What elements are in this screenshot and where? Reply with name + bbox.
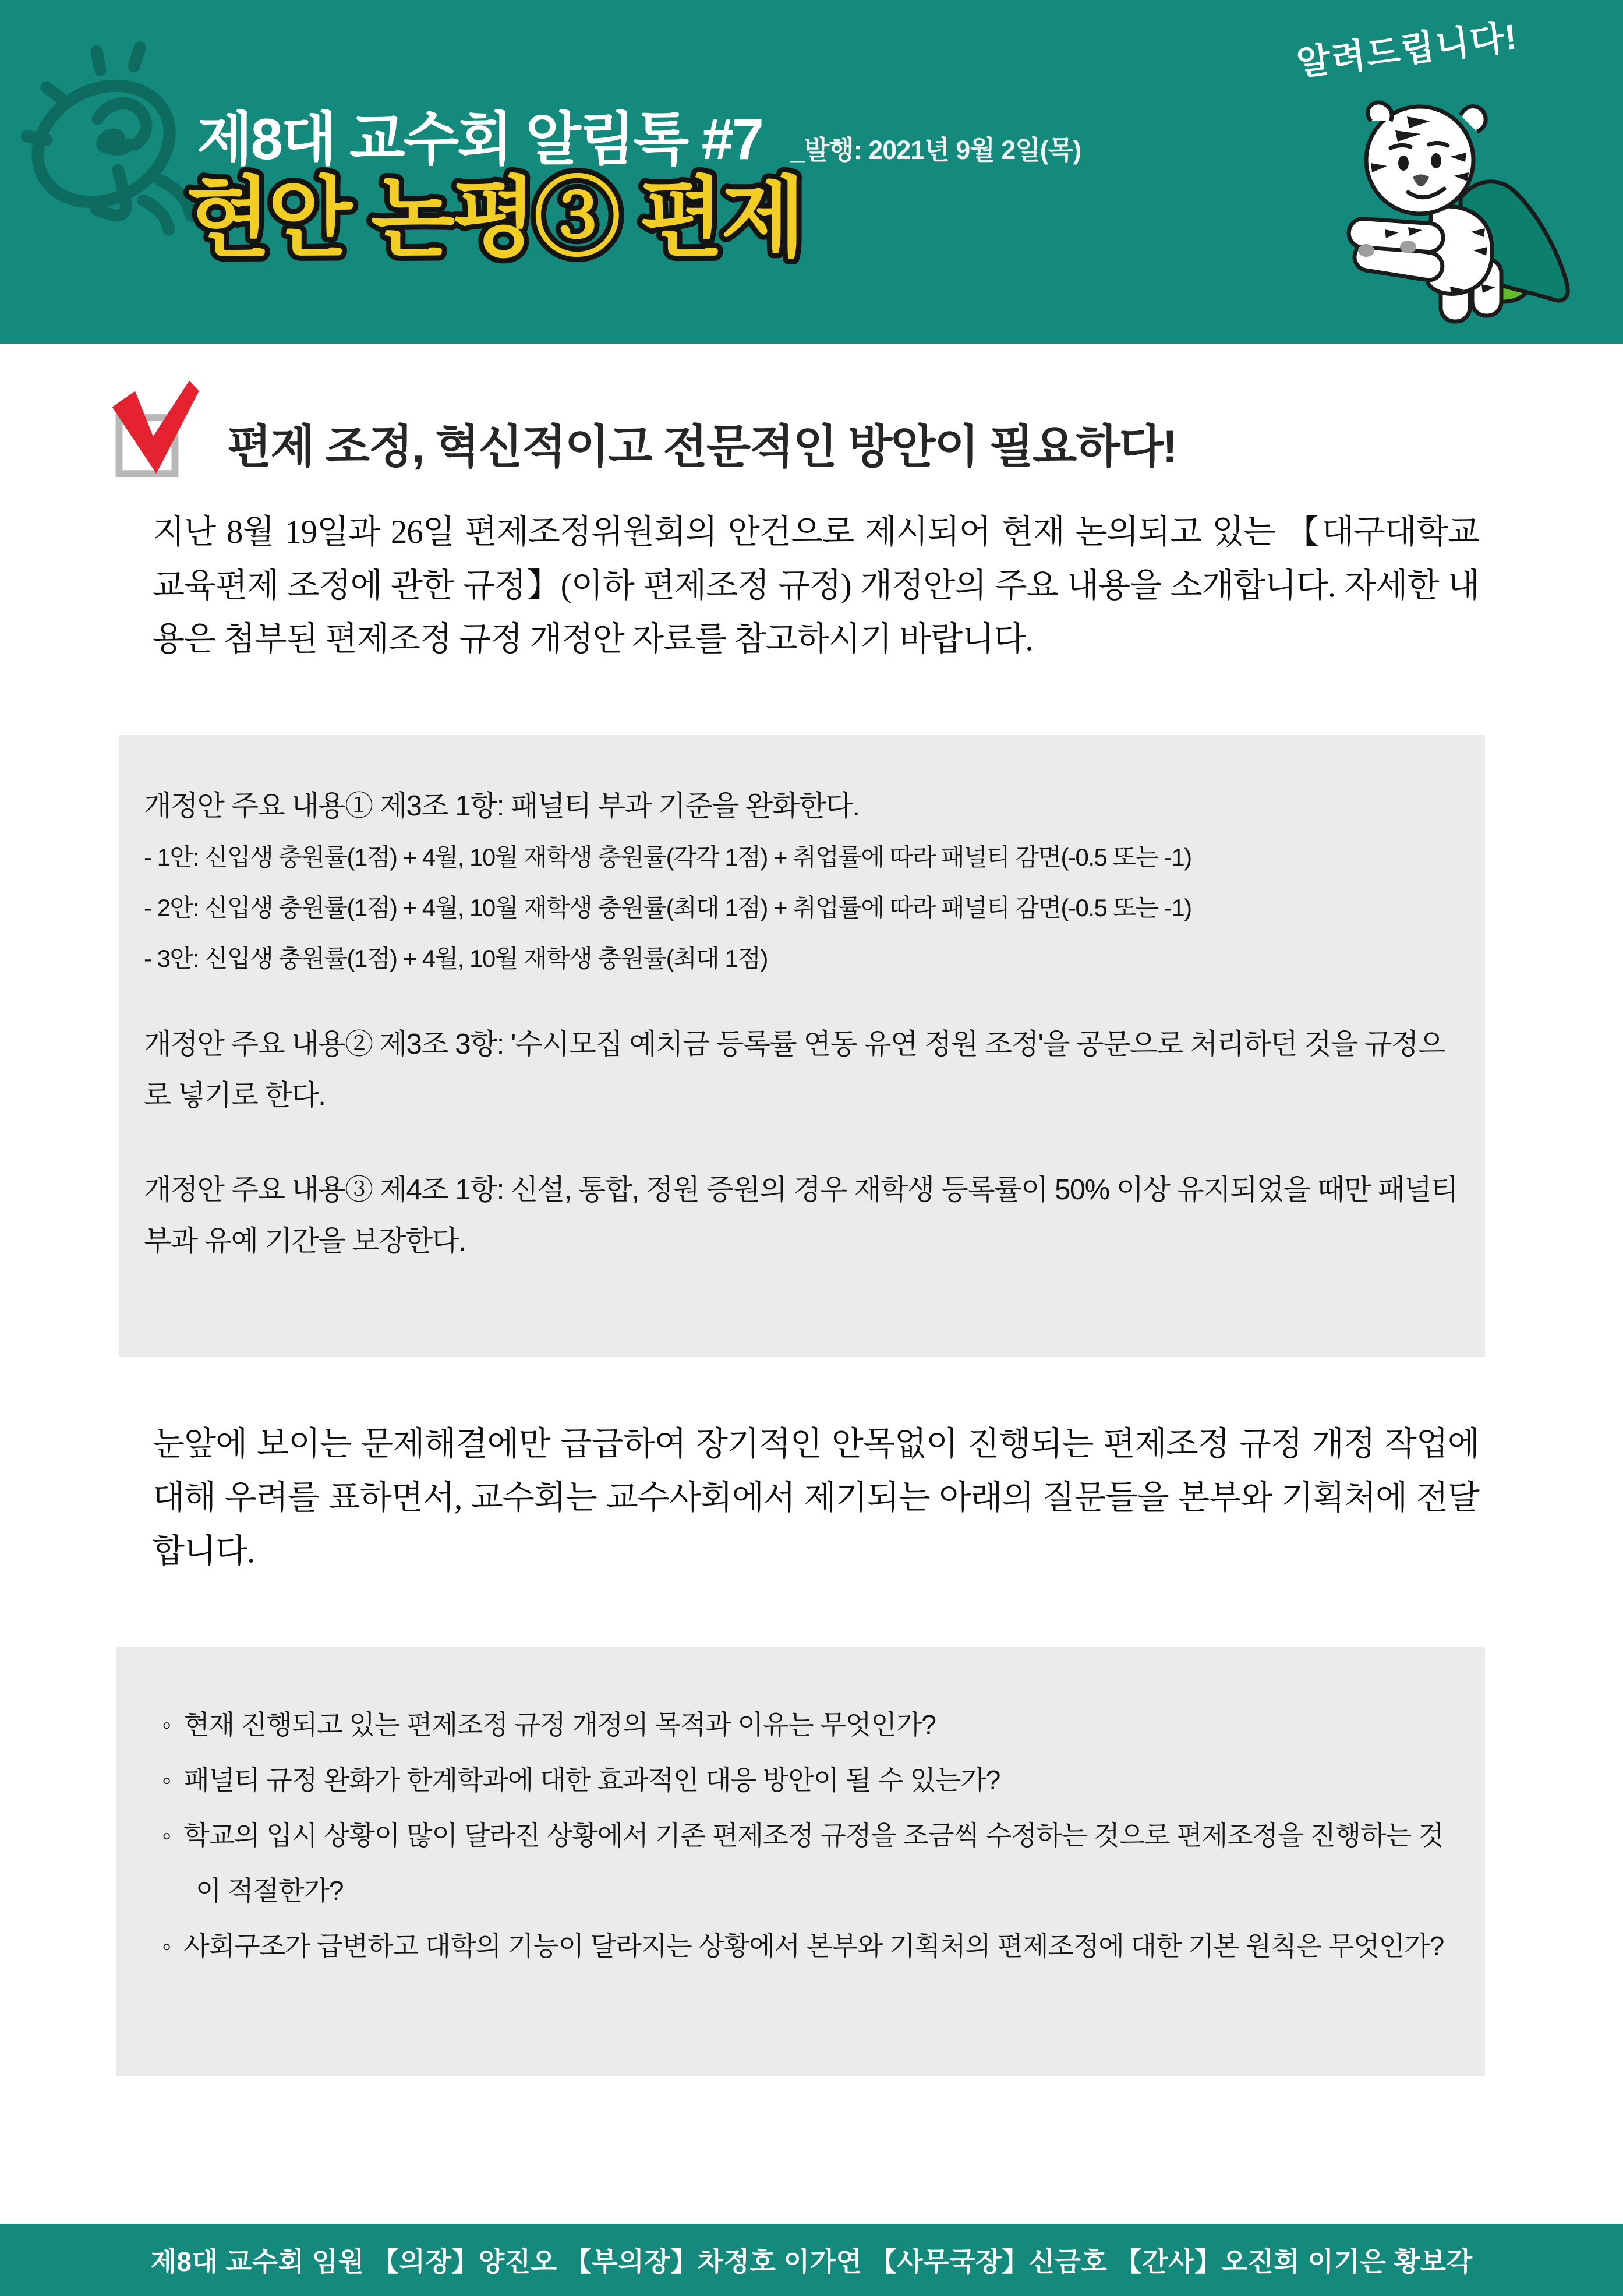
bullet-icon: ◦ <box>162 1820 171 1850</box>
header-banner <box>0 0 1623 344</box>
summary-item1-heading: 개정안 주요 내용① 제3조 1항: 패널티 부과 기준을 완화한다. <box>144 790 860 822</box>
summary-item1-option: - 3안: 신입생 충원률(1점) + 4월, 10월 재학생 충원률(최대 1점) <box>144 945 768 972</box>
mascot-speech-text: 알려드립니다! <box>1294 16 1520 83</box>
question-text: 학교의 입시 상황이 많이 달라진 상황에서 기존 편제조정 규정을 조금씩 수정하는 것으로 편제조정을 진행하는 것이 적절한가? <box>183 1820 1444 1906</box>
question-text: 패널티 규정 완화가 한계학과에 대한 효과적인 대응 방안이 될 수 있는가? <box>183 1765 1000 1795</box>
checkbox-check-icon <box>109 376 203 486</box>
summary-item2: 개정안 주요 내용② 제3조 3항: '수시모집 예치금 등록률 연동 유연 정원 조정'을 공문으로 처리하던 것을 규정으로 넣기로 한다. <box>144 1029 1445 1111</box>
question-item <box>162 1808 1444 1919</box>
questions-list <box>162 1697 1444 1974</box>
summary-item1-option: - 2안: 신입생 충원률(1점) + 4월, 10월 재학생 충원률(최대 1점) + 취업률에 따라 패널티 감면(-0.5 또는 -1) <box>144 894 1191 921</box>
bullet-icon: ◦ <box>162 1765 171 1795</box>
summary-item3: 개정안 주요 내용③ 제4조 1항: 신설, 통합, 정원 증원의 경우 재학생 등록률이 50% 이상 유지되었을 때만 패널티 부과 유예 기간을 보장한다. <box>144 1174 1458 1257</box>
page-title: 제8대 교수회 알림톡 #7 <box>197 107 762 171</box>
questions-box <box>116 1647 1485 2076</box>
footer-bar <box>0 2224 1623 2296</box>
tiger-mascot-illustration <box>1321 94 1594 345</box>
closing-paragraph: 눈앞에 보이는 문제해결에만 급급하여 장기적인 안목없이 진행되는 편제조정 규정 개정 작업에 대해 우려를 표하면서, 교수회는 교수사회에서 제기되는 아래의 질문들을 본부와 기획처에 전달합니다. <box>153 1426 1479 1570</box>
question-item <box>162 1919 1444 1974</box>
subtitle-text: 현안 논평③ 편제 <box>186 169 802 267</box>
footer-members: 제8대 교수회 임원 【의장】양진오 【부의장】차정호 이가연 【사무국장】신금호 【간사】오진희 이기은 황보각 <box>150 2246 1473 2277</box>
bullet-icon: ◦ <box>162 1709 171 1740</box>
headline-text: 편제 조정, 혁신적이고 전문적인 방안이 필요하다! <box>227 421 1177 472</box>
question-text: 사회구조가 급변하고 대학의 기능이 달라지는 상황에서 본부와 기획처의 편제조정에 대한 기본 원칙은 무엇인가? <box>183 1931 1444 1961</box>
question-item <box>162 1753 1444 1808</box>
intro-paragraph: 지난 8월 19일과 26일 편제조정위원회의 안건으로 제시되어 현재 논의되고 있는 【대구대학교 교육편제 조정에 관한 규정】(이하 편제조정 규정) 개정안의 주요 내용을 소개합니다. 자세한 내용은 첨부된 편제조정 규정 개정안 자료를 참고하시기 바랍니다. <box>153 514 1479 658</box>
bullet-icon: ◦ <box>162 1931 171 1961</box>
question-item <box>162 1697 1444 1753</box>
issue-date: _발행: 2021년 9월 2일(목) <box>790 135 1081 165</box>
question-text: 현재 진행되고 있는 편제조정 규정 개정의 목적과 이유는 무엇인가? <box>183 1709 936 1740</box>
subtitle-banner <box>179 156 1053 278</box>
summary-item1-option: - 1안: 신입생 충원률(1점) + 4월, 10월 재학생 충원률(각각 1점) + 취업률에 따라 패널티 감면(-0.5 또는 -1) <box>144 843 1191 871</box>
summary-box <box>119 735 1485 1357</box>
headline-row <box>109 376 1176 486</box>
